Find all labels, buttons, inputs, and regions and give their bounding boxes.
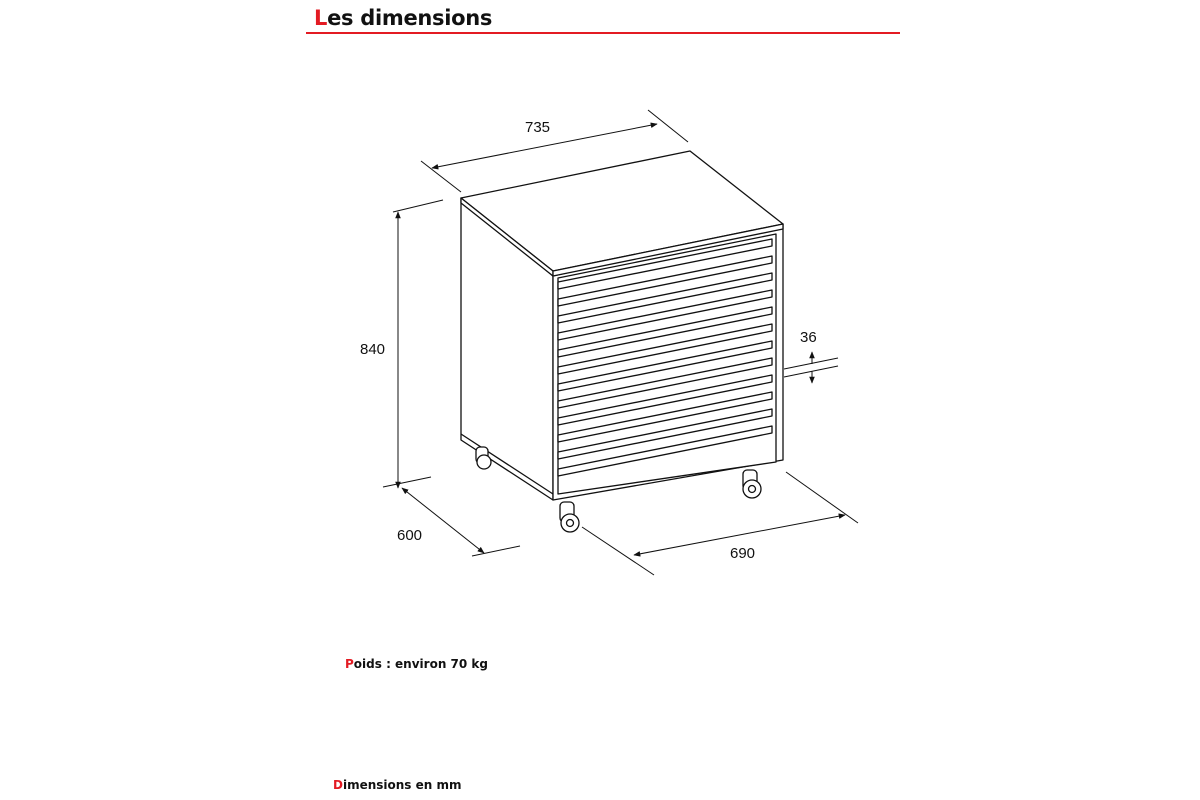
label-width: 735 bbox=[525, 119, 551, 136]
caster-front-right bbox=[743, 470, 761, 498]
dimension-depth-600 bbox=[402, 488, 520, 556]
caster-front-left bbox=[560, 502, 579, 532]
unit-initial: D bbox=[333, 778, 343, 792]
title-rest: es dimensions bbox=[327, 6, 493, 30]
unit-note bbox=[333, 778, 462, 792]
title-initial: L bbox=[314, 6, 328, 30]
weight-initial: P bbox=[345, 657, 354, 671]
label-front-width: 690 bbox=[730, 545, 756, 562]
label-height: 840 bbox=[360, 341, 386, 358]
unit-text: imensions en mm bbox=[342, 778, 462, 792]
weight-text: oids : environ 70 kg bbox=[353, 657, 488, 671]
label-drawer-height: 36 bbox=[800, 329, 817, 346]
dimension-height-840 bbox=[383, 200, 443, 488]
label-depth: 600 bbox=[397, 527, 423, 544]
weight-note bbox=[345, 657, 488, 671]
dimension-drawer-36 bbox=[784, 352, 838, 383]
